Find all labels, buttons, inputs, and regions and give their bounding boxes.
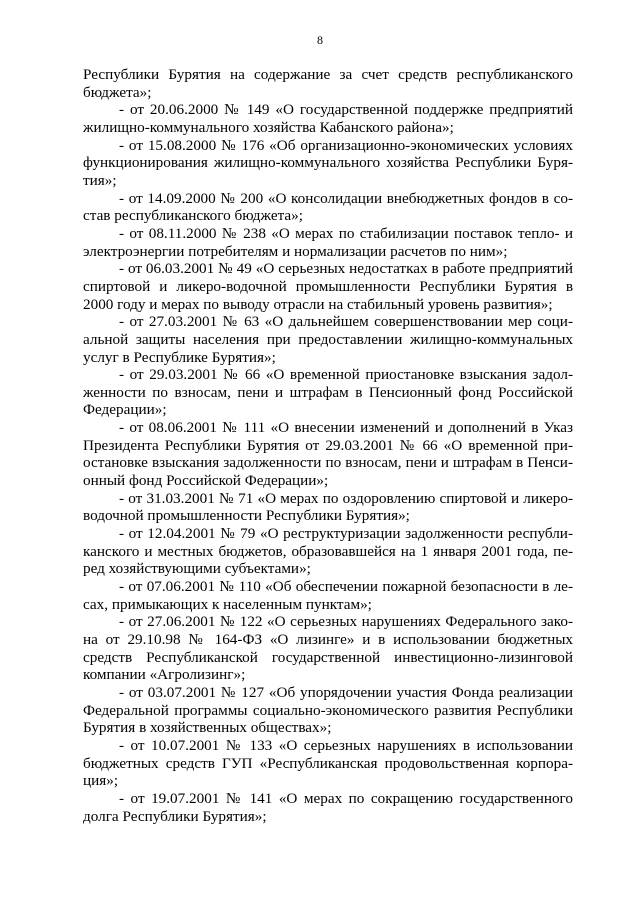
list-item: - от 15.08.2000 № 176 «Об организационно-экономических условиях функционирования жилищно-коммунального хозяйства Республики Бурятия»; — [83, 136, 573, 189]
list-item: - от 14.09.2000 № 200 «О консолидации внебюджетных фондов в состав республиканского бюджета»; — [83, 189, 573, 225]
list-item: - от 20.06.2000 № 149 «О государственной поддержке предприятий жилищно-коммунального хозяйства Кабанского района»; — [83, 101, 573, 136]
page-number: 8 — [317, 33, 323, 47]
paragraph: Республики Бурятия на содержание за счет средств республиканского бюджета»; — [83, 66, 573, 101]
list-item: - от 08.06.2001 № 111 «О внесении изменений и дополнений в Указ Президента Республики Бурятия от 29.03.2001 № 66 «О временной приостановке взыскания задолженности по взносам, пени и штрафам в Пенсионный фонд Российской Федерации»; — [83, 419, 573, 490]
list-item: - от 27.06.2001 № 122 «О серьезных нарушениях Федерального закона от 29.10.98 № 164-ФЗ «О лизинге» и в использовании бюджетных средств Республиканской государственной инвестиционно-лизинговой компании «Агролизинг»; — [83, 613, 573, 684]
list-item: - от 10.07.2001 № 133 «О серьезных нарушениях в использовании бюджетных средств ГУП «Республиканская продовольственная корпорация»; — [83, 736, 573, 790]
list-item: - от 31.03.2001 № 71 «О мерах по оздоровлению спиртовой и ликероводочной промышленности Республики Бурятия»; — [83, 489, 573, 525]
list-item: - от 06.03.2001 № 49 «О серьезных недостатках в работе предприятий спиртовой и ликеро-водочной промышленности Республики Бурятия в 2000 году и мерах по выводу отрасли на стабильный уровень развития»; — [83, 260, 573, 313]
list-item: - от 07.06.2001 № 110 «Об обеспечении пожарной безопасности в лесах, примыкающих к населенным пунктам»; — [83, 578, 573, 613]
document-body — [83, 66, 573, 825]
list-item: - от 27.03.2001 № 63 «О дальнейшем совершенствовании мер социальной защиты населения при предоставлении жилищно-коммунальных услуг в Республике Бурятия»; — [83, 313, 573, 366]
list-item: - от 03.07.2001 № 127 «Об упорядочении участия Фонда реализации Федеральной программы социально-экономического развития Республики Бурятия в хозяйственных обществах»; — [83, 683, 573, 737]
list-item: - от 12.04.2001 № 79 «О реструктуризации задолженности республиканского и местных бюджетов, образовавшейся на 1 января 2001 года, перед хозяйствующими субъектами»; — [83, 525, 573, 578]
list-item: - от 19.07.2001 № 141 «О мерах по сокращению государственного долга Республики Бурятия»; — [83, 789, 573, 825]
list-item: - от 29.03.2001 № 66 «О временной приостановке взыскания задолженности по взносам, пени и штрафам в Пенсионный фонд Российской Федерации»; — [83, 366, 573, 419]
list-item: - от 08.11.2000 № 238 «О мерах по стабилизации поставок тепло- и электроэнергии потребителям и нормализации расчетов по ним»; — [83, 224, 573, 260]
